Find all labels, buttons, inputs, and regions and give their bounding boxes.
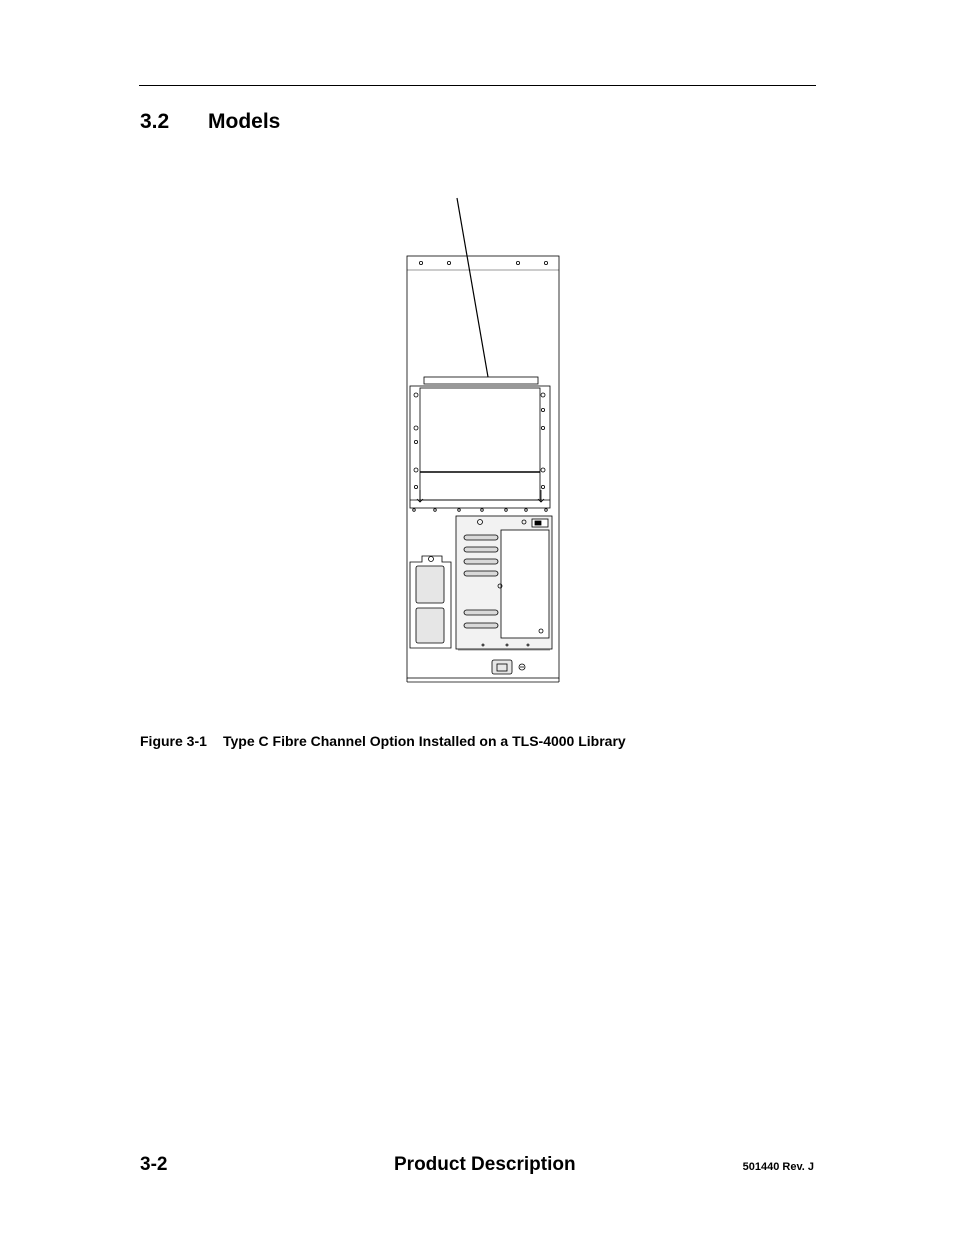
scsi-connector (464, 610, 498, 615)
section-number: 3.2 (140, 110, 170, 133)
footer-title: Product Description (394, 1154, 576, 1175)
scsi-connector (464, 535, 498, 540)
library-rear-illustration (400, 190, 570, 690)
power-inlet (492, 660, 512, 674)
scsi-connector (464, 547, 498, 552)
callout-leader-line (457, 198, 488, 377)
header-rule (139, 85, 816, 86)
figure-label: Figure 3-1 (140, 733, 207, 749)
scsi-connector (464, 623, 498, 628)
figure-caption-text: Type C Fibre Channel Option Installed on a TLS-4000 Library (223, 733, 626, 749)
scsi-connector (464, 571, 498, 576)
scsi-connector (464, 559, 498, 564)
section-heading (140, 110, 280, 134)
footer-page-number: 3-2 (140, 1154, 168, 1175)
footer-revision: 501440 Rev. J (742, 1161, 814, 1173)
fibre-channel-module (410, 386, 550, 508)
figure-caption (140, 733, 626, 749)
section-title: Models (208, 110, 281, 133)
fibre-channel-module-lip (424, 377, 538, 384)
